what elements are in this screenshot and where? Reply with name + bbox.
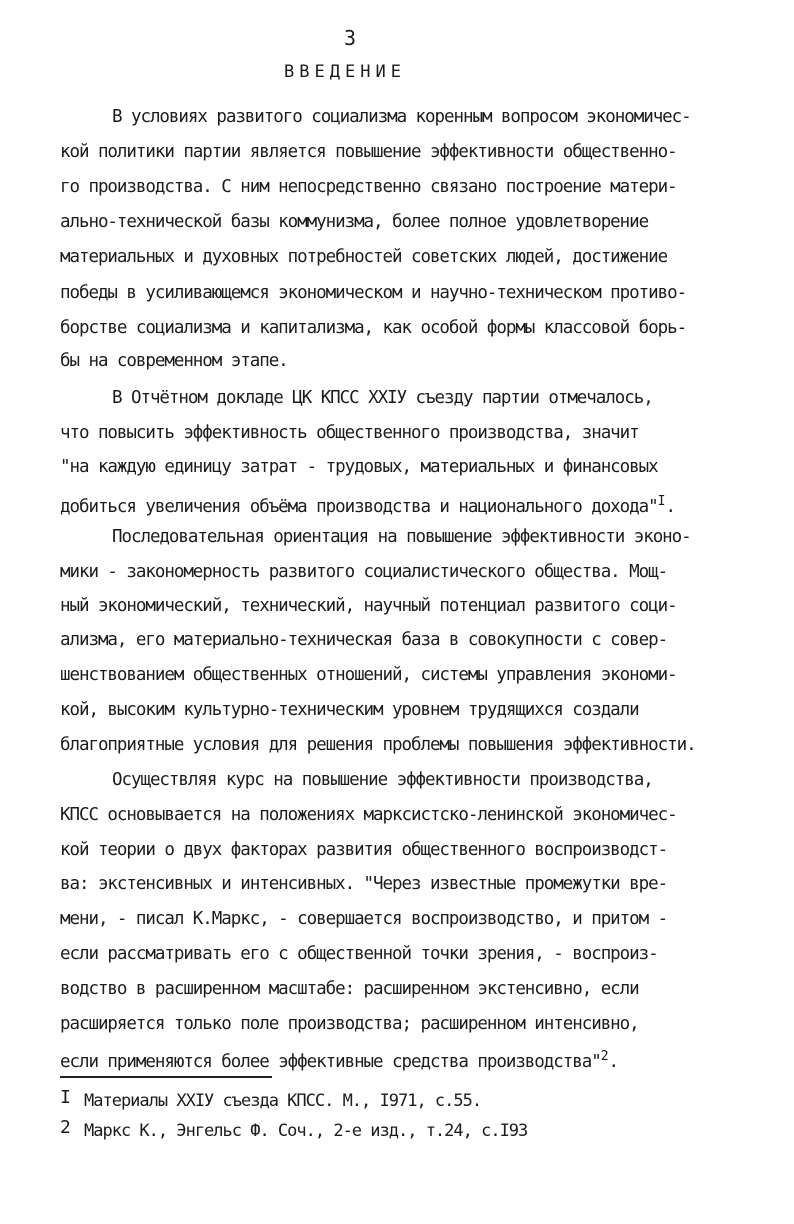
text-line: мики - закономерность развитого социалистического общества. Мощ- — [60, 562, 668, 582]
text-line: победы в усиливающемся экономическом и научно-техническом противо- — [60, 283, 687, 303]
text-line: кой политики партии является повышение эффективности общественно- — [60, 142, 677, 162]
footnote-mark: 2 — [60, 1117, 70, 1138]
text-line: расширяется только поле производства; расширенном интенсивно, — [60, 1014, 639, 1034]
text-line: борстве социализма и капитализма, как особой формы классовой борь- — [60, 318, 687, 338]
footnote-text: Маркс К., Энгельс Ф. Соч., 2-е изд., т.24, с.I93 — [84, 1121, 528, 1141]
text-line: "на каждую единицу затрат - трудовых, материальных и финансовых — [60, 457, 658, 477]
text-line: ва: экстенсивных и интенсивных. "Через известные промежутки вре- — [60, 874, 668, 894]
text-line: кой, высоким культурно-техническим уровнем трудящихся создали — [60, 700, 639, 720]
text-line: В условиях развитого социализма коренным вопросом экономичес- — [112, 107, 691, 127]
text-line: ный экономический, технический, научный потенциал развитого соци- — [60, 596, 677, 616]
text-line: добиться увеличения объёма производства и национального дохода" — [60, 497, 658, 517]
text-line: ализма, его материально-техническая база в совокупности с совер- — [60, 630, 668, 650]
text-line: если рассматривать его с общественной точки зрения, - воспроиз- — [60, 944, 658, 964]
text-line: мени, - писал К.Маркс, - совершается воспроизводство, и притом - — [60, 909, 668, 929]
footnote-text: Материалы ХХIУ съезда КПСС. М., I971, с.55. — [84, 1091, 482, 1111]
text-line-with-footnote — [60, 1045, 618, 1074]
footnote-mark: I — [60, 1087, 70, 1108]
text-line: материальных и духовных потребностей советских людей, достижение — [60, 247, 668, 267]
section-title: ВВЕДЕНИЕ — [284, 62, 406, 82]
footnote-ref-1: I — [657, 494, 666, 509]
text-line: что повысить эффективность общественного производства, значит — [60, 423, 639, 443]
footnote-ref-2: 2 — [600, 1049, 609, 1064]
text-line-with-footnote — [60, 490, 675, 519]
footnote-1 — [60, 1087, 482, 1111]
text-line: В Отчётном докладе ЦК КПСС ХХIУ съезду партии отмечалось, — [112, 388, 653, 408]
text-line: ально-технической базы коммунизма, более полное удовлетворение — [60, 212, 649, 232]
text-line: кой теории о двух факторах развития общественного воспроизводст- — [60, 840, 668, 860]
sentence-period: . — [608, 1052, 619, 1072]
footnote-2 — [60, 1117, 528, 1141]
text-line: если применяются более эффективные средства производства" — [60, 1052, 601, 1072]
page-number: 3 — [343, 26, 357, 50]
footnote-separator — [60, 1076, 272, 1078]
sentence-period: . — [665, 497, 675, 517]
text-line: КПСС основывается на положениях марксистско-ленинской экономичес- — [60, 805, 677, 825]
text-line: бы на современном этапе. — [60, 351, 288, 371]
text-line: благоприятные условия для решения проблемы повышения эффективности. — [60, 735, 696, 755]
text-line: шенствованием общественных отношений, системы управления экономи- — [60, 665, 677, 685]
text-line: го производства. С ним непосредственно связано построение матери- — [60, 177, 677, 197]
text-line: водство в расширенном масштабе: расширенном экстенсивно, если — [60, 979, 639, 999]
text-line: Последовательная ориентация на повышение эффективности эконо- — [112, 527, 691, 547]
text-line: Осуществляя курс на повышение эффективности производства, — [112, 770, 653, 790]
